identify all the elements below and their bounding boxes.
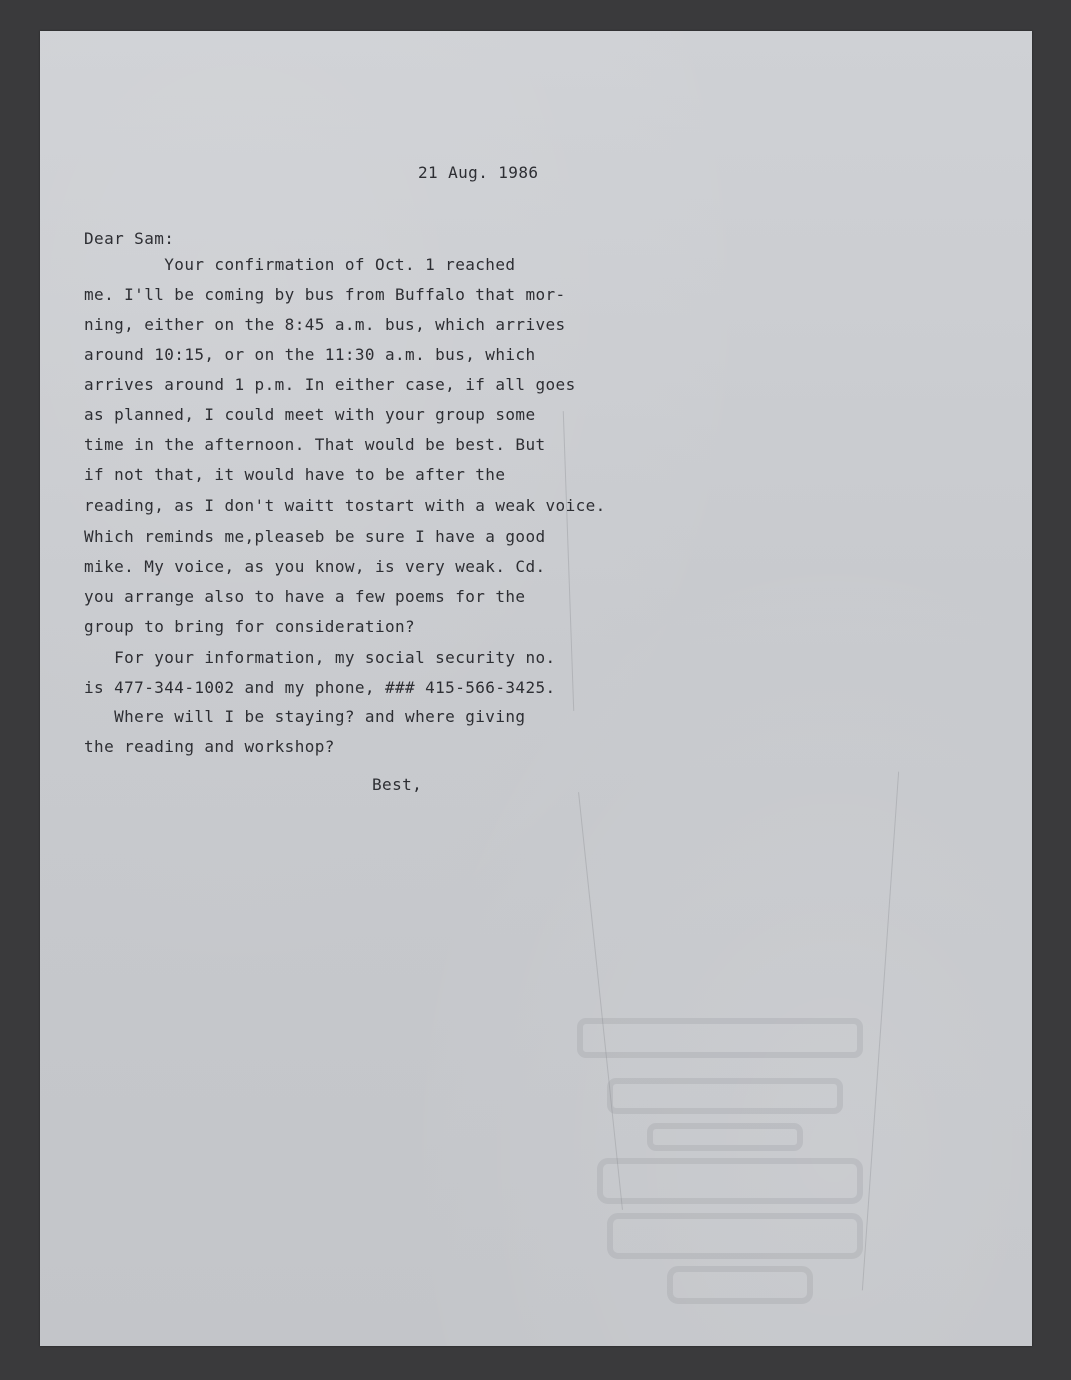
letter-body-line: as planned, I could meet with your group some [84,405,536,424]
letter-body-line: Where will I be staying? and where giving [84,707,526,726]
letter-salutation: Dear Sam: [84,229,175,248]
letter-body-line: mike. My voice, as you know, is very weak. Cd. [84,557,546,576]
letter-body-line: around 10:15, or on the 11:30 a.m. bus, which [84,345,536,364]
letter-body-line: the reading and workshop? [84,737,335,756]
letter-body-line: if not that, it would have to be after the [84,465,506,484]
letter-body-line: Which reminds me,pleaseb be sure I have a good [84,527,546,546]
letter-body-line: For your information, my social security no. [84,648,556,667]
letter-sheet [40,31,1032,1346]
letter-body-line: Your confirmation of Oct. 1 reached [84,255,516,274]
letter-body-line: reading, as I don't waitt tostart with a weak voice. [84,496,606,515]
letter-body-line: group to bring for consideration? [84,617,416,636]
letter-body-line: arrives around 1 p.m. In either case, if all goes [84,375,576,394]
letter-closing: Best, [372,775,423,794]
letter-body-line: is 477-344-1002 and my phone, ### 415-566-3425. [84,678,556,697]
letter-body-line: you arrange also to have a few poems for the [84,587,526,606]
typed-letter [40,31,1032,1346]
letter-body-line: ning, either on the 8:45 a.m. bus, which arrives [84,315,566,334]
letter-body-line: me. I'll be coming by bus from Buffalo that mor- [84,285,566,304]
letter-body-line: time in the afternoon. That would be best. But [84,435,546,454]
letter-date: 21 Aug. 1986 [418,163,539,182]
